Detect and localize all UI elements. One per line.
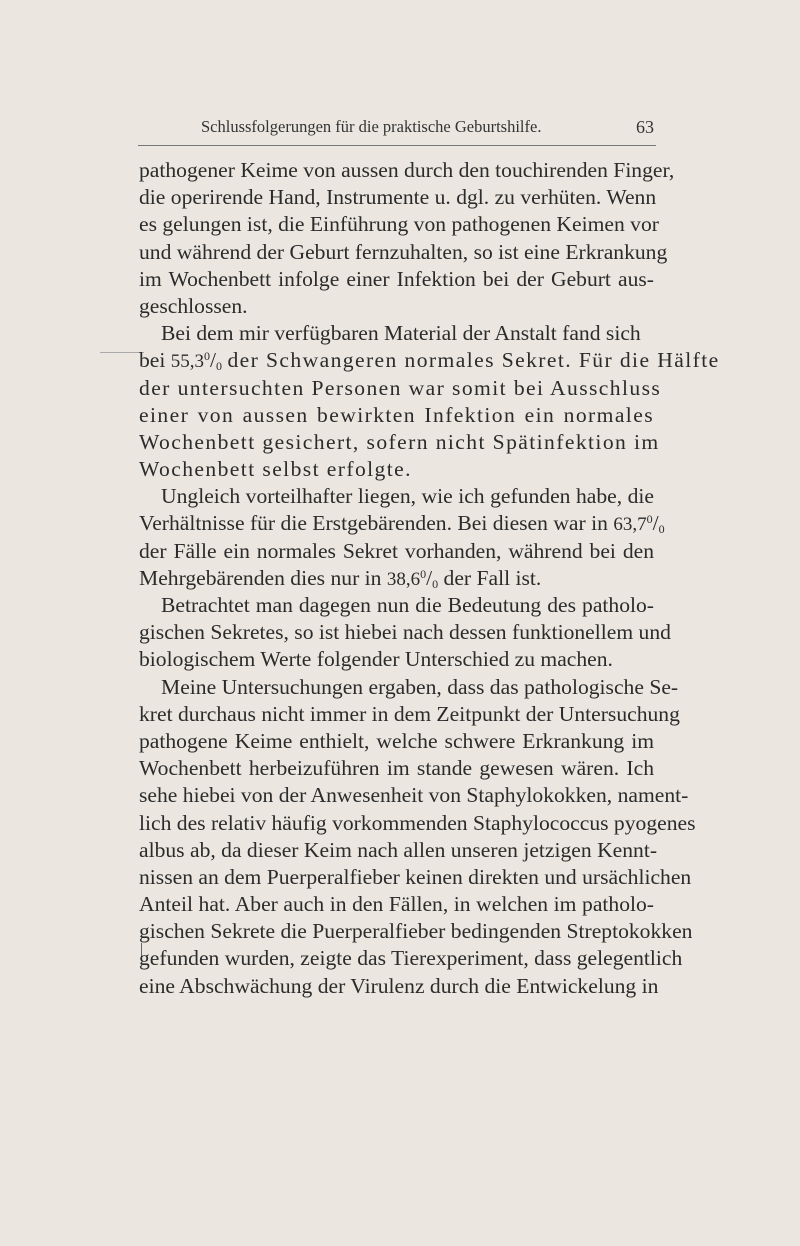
text-line: nissen an dem Puerperalfieber keinen direkten und ursächlichen — [139, 864, 692, 889]
text-line-with-percentage: Mehrgebärenden dies nur in $38,6^0/_0$ der Fall ist. — [139, 565, 542, 591]
stray-margin-mark — [100, 352, 144, 353]
text-line: Wochenbett gesichert, sofern nicht Spätinfektion im — [139, 429, 660, 454]
body-text — [139, 157, 720, 1000]
page-number: 63 — [636, 117, 654, 137]
text-line: der untersuchten Personen war somit bei Ausschluss — [139, 375, 662, 400]
text-line: und während der Geburt fernzuhalten, so ist eine Erkrankung — [139, 239, 668, 264]
percentage-value: 38,6 — [386, 568, 421, 590]
text-line-with-percentage: Verhältnisse für die Erstgebärenden. Bei diesen war in $63,7^0/_0$ — [139, 511, 665, 537]
percent-sign-bottom: 0 — [658, 522, 665, 537]
running-head-title: Schlussfolgerungen für die praktische Geburtshilfe. — [201, 117, 542, 136]
line-text: der Fall ist. — [443, 565, 542, 590]
line-prefix: bei — [139, 348, 166, 373]
text-line: gischen Sekretes, so ist hiebei nach dessen funktionellem und — [139, 620, 671, 645]
percent-sign-top: 0 — [420, 566, 427, 581]
line-text: Verhältnisse für die Erstgebärenden. Bei diesen war in — [139, 511, 608, 536]
text-line: Anteil hat. Aber auch in den Fällen, in welchen im patholo- — [139, 892, 654, 917]
text-line: Ungleich vorteilhafter liegen, wie ich gefunden habe, die — [161, 484, 654, 509]
text-line: Betrachtet man dagegen nun die Bedeutung des patholo- — [161, 593, 654, 617]
text-line: pathogener Keime von aussen durch den touchirenden Finger, — [139, 158, 675, 182]
percent-sign-top: 0 — [646, 512, 653, 527]
text-line-with-percentage: bei $55,3^0/_0$ der Schwangeren normales Sekret. Für die Hälfte — [139, 348, 720, 374]
text-line: lich des relativ häufig vorkommenden Staphylococcus pyogenes — [139, 810, 696, 835]
text-line: geschlossen. — [139, 293, 248, 318]
text-line: es gelungen ist, die Einführung von pathogenen Keimen vor — [139, 212, 659, 237]
text-line: die operirende Hand, Instrumente u. dgl. zu verhüten. Wenn — [139, 185, 657, 210]
percent-sign-bottom: 0 — [216, 359, 223, 374]
text-line: Bei dem mir verfügbaren Material der Anstalt fand sich — [161, 321, 641, 346]
text-line: eine Abschwächung der Virulenz durch die Entwickelung in — [139, 973, 659, 998]
text-line: einer von aussen bewirkten Infektion ein normales — [139, 402, 654, 427]
text-line: albus ab, da dieser Keim nach allen unseren jetzigen Kennt- — [139, 837, 658, 862]
percent-sign-top: 0 — [204, 349, 211, 364]
text-line: kret durchaus nicht immer in dem Zeitpunkt der Untersuchung — [139, 701, 680, 726]
percentage-value: 55,3 — [170, 351, 205, 373]
text-line: Wochenbett herbeizuführen im stande gewesen wären. Ich — [139, 756, 654, 781]
percentage-value: 63,7 — [613, 514, 647, 536]
header-rule — [138, 145, 656, 146]
text-line: sehe hiebei von der Anwesenheit von Staphylokokken, nament- — [139, 783, 689, 808]
text-line: Wochenbett selbst erfolgte. — [139, 457, 412, 482]
text-line: gefunden wurden, zeigte das Tierexperiment, dass gelegentlich — [139, 946, 683, 971]
text-line: im Wochenbett infolge einer Infektion bei der Geburt aus- — [139, 266, 654, 291]
line-text: der Schwangeren normales Sekret. Für die Hälfte — [227, 348, 720, 373]
line-text: Mehrgebärenden dies nur in — [139, 565, 382, 590]
percent-sign-bottom: 0 — [432, 576, 439, 591]
text-line: biologischem Werte folgender Unterschied zu machen. — [139, 647, 613, 672]
text-line: pathogene Keime enthielt, welche schwere Erkrankung im — [139, 728, 654, 753]
text-line: Meine Untersuchungen ergaben, dass das pathologische Se- — [161, 674, 679, 699]
text-line: gischen Sekrete die Puerperalfieber bedingenden Streptokokken — [139, 919, 693, 944]
text-line: der Fälle ein normales Sekret vorhanden, während bei den — [139, 538, 654, 563]
